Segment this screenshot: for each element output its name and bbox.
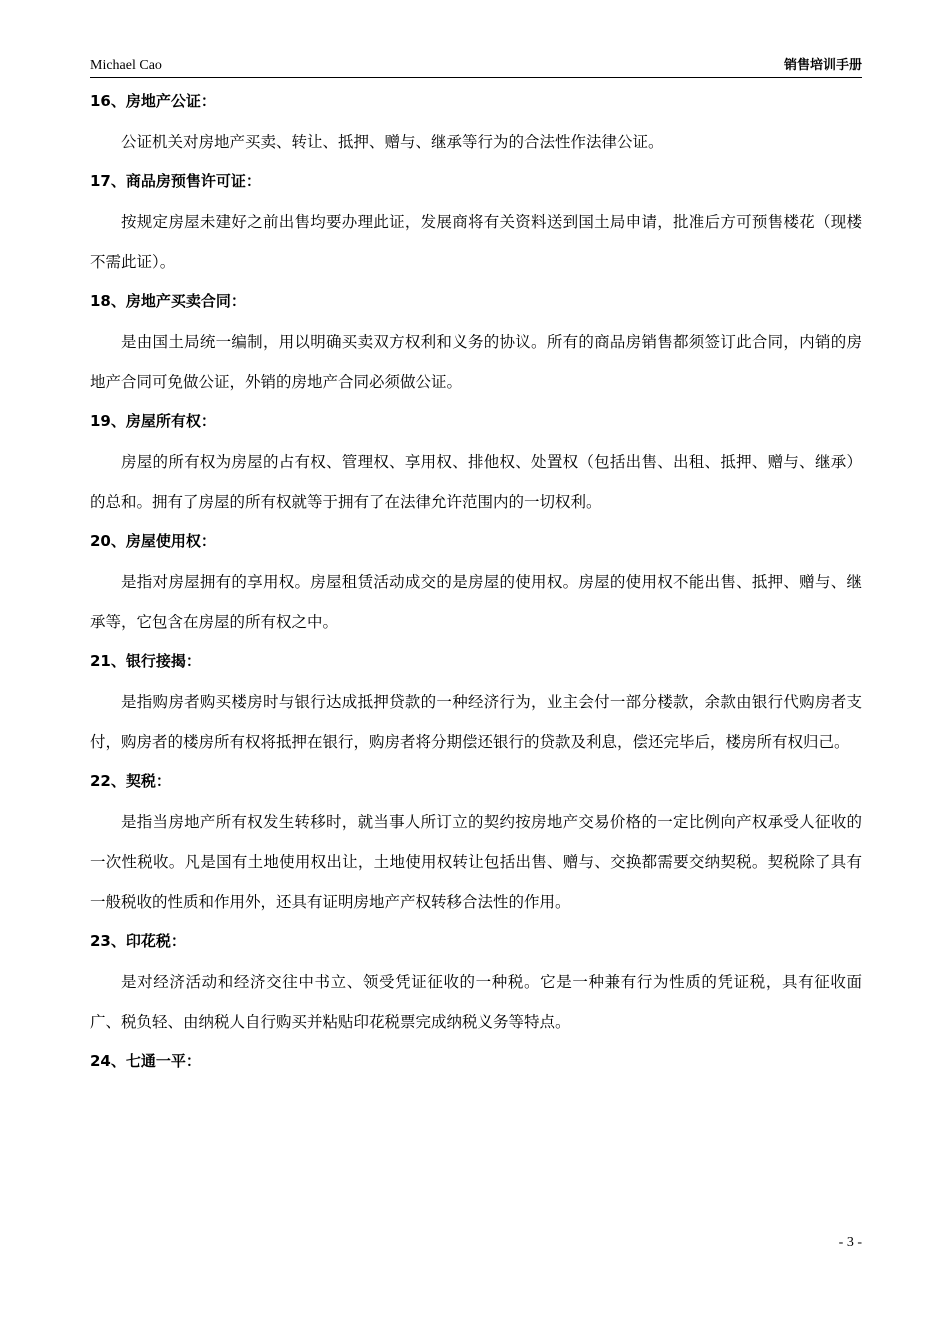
page-number: - 3 - xyxy=(838,1235,862,1250)
section-22-title: 22、契税： xyxy=(90,772,171,790)
section-18-body: 是由国土局统一编制，用以明确买卖双方权利和义务的协议。所有的商品房销售都须签订此合同，内销的房地产合同可免做公证，外销的房地产合同必须做公证。 xyxy=(90,333,862,391)
section-20-title: 20、房屋使用权： xyxy=(90,532,216,550)
section-22-body: 是指当房地产所有权发生转移时，就当事人所订立的契约按房地产交易价格的一定比例向产权承受人征收的一次性税收。凡是国有土地使用权出让，土地使用权转让包括出售、赠与、交换都需要交纳契税。契税除了具有一般税收的性质和作用外，还具有证明房地产产权转移合法性的作用。 xyxy=(90,813,862,911)
page-header xyxy=(90,57,862,78)
section-17-body: 按规定房屋未建好之前出售均要办理此证，发展商将有关资料送到国土局申请，批准后方可预售楼花（现楼不需此证）。 xyxy=(90,213,862,271)
section-17-title: 17、商品房预售许可证： xyxy=(90,172,261,190)
section-21-title: 21、银行接揭： xyxy=(90,652,201,670)
section-16-title: 16、房地产公证： xyxy=(90,92,216,110)
section-20-body: 是指对房屋拥有的享用权。房屋租赁活动成交的是房屋的使用权。房屋的使用权不能出售、抵押、赠与、继承等，它包含在房屋的所有权之中。 xyxy=(90,573,862,631)
section-19-title: 19、房屋所有权： xyxy=(90,412,216,430)
section-24-title: 24、七通一平： xyxy=(90,1052,201,1070)
section-16-body: 公证机关对房地产买卖、转让、抵押、赠与、继承等行为的合法性作法律公证。 xyxy=(121,133,664,151)
header-author: Michael Cao xyxy=(90,58,162,73)
section-19-body: 房屋的所有权为房屋的占有权、管理权、享用权、排他权、处置权（包括出售、出租、抵押、赠与、继承）的总和。拥有了房屋的所有权就等于拥有了在法律允许范围内的一切权利。 xyxy=(90,453,862,511)
section-23-body: 是对经济活动和经济交往中书立、领受凭证征收的一种税。它是一种兼有行为性质的凭证税，具有征收面广、税负轻、由纳税人自行购买并粘贴印花税票完成纳税义务等特点。 xyxy=(90,973,862,1031)
document-body xyxy=(90,86,862,1082)
section-21-body: 是指购房者购买楼房时与银行达成抵押贷款的一种经济行为，业主会付一部分楼款，余款由银行代购房者支付，购房者的楼房所有权将抵押在银行，购房者将分期偿还银行的贷款及利息，偿还完毕后，楼房所有权归己。 xyxy=(90,693,862,751)
section-18-title: 18、房地产买卖合同： xyxy=(90,292,246,310)
section-23-title: 23、印花税： xyxy=(90,932,186,950)
header-document-title: 销售培训手册 xyxy=(783,58,862,73)
